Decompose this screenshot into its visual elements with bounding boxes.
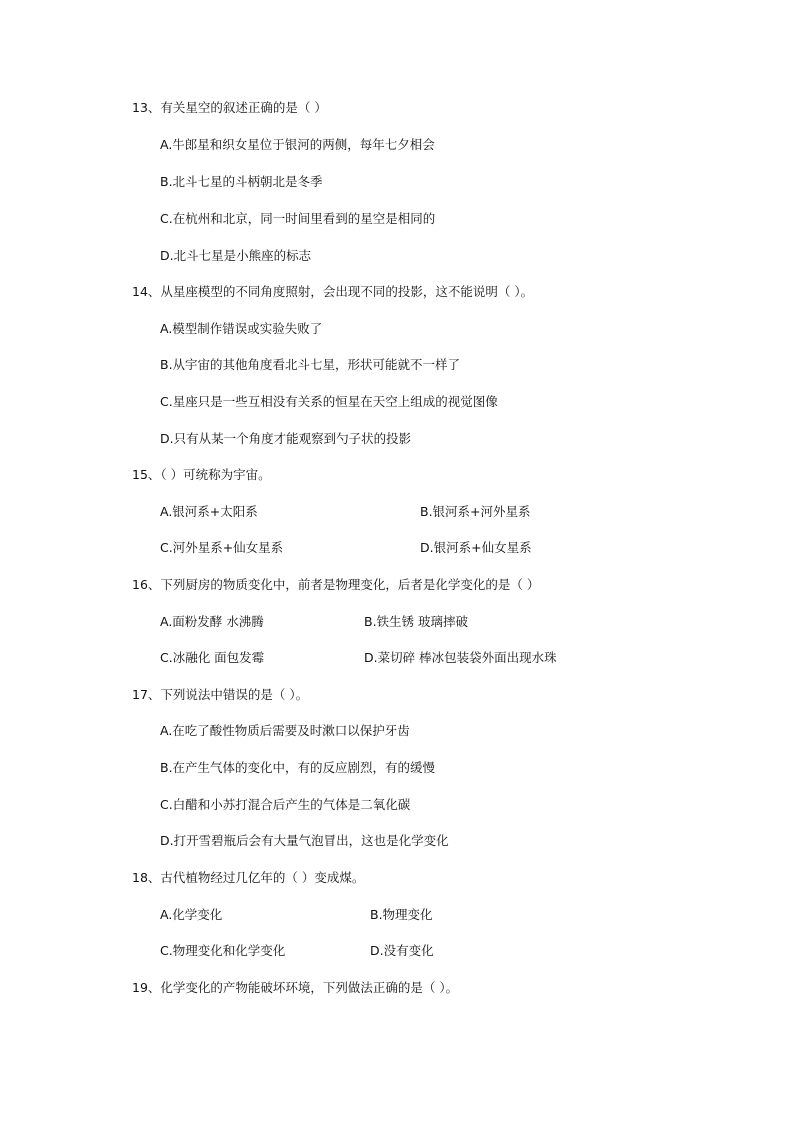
question-18-option-c: C.物理变化和化学变化 bbox=[160, 943, 286, 958]
question-15-stem: 15、（ ）可统称为宇宙。 bbox=[132, 467, 271, 482]
question-18-option-d: D.没有变化 bbox=[370, 943, 434, 958]
question-17-option-d: D.打开雪碧瓶后会有大量气泡冒出，这也是化学变化 bbox=[160, 833, 449, 848]
question-17-stem: 17、下列说法中错误的是（ ）。 bbox=[132, 687, 309, 702]
question-13-option-c: C.在杭州和北京，同一时间里看到的星空是相同的 bbox=[160, 211, 436, 226]
question-14-option-b: B.从宇宙的其他角度看北斗七星，形状可能就不一样了 bbox=[160, 357, 461, 372]
question-17-option-a: A.在吃了酸性物质后需要及时漱口以保护牙齿 bbox=[160, 723, 410, 738]
question-14-option-d: D.只有从某一个角度才能观察到勺子状的投影 bbox=[160, 431, 412, 446]
question-13-option-a: A.牛郎星和织女星位于银河的两侧，每年七夕相会 bbox=[160, 137, 435, 152]
question-16-option-a: A.面粉发酵 水沸腾 bbox=[160, 614, 264, 629]
question-16-option-d: D.菜切碎 棒冰包装袋外面出现水珠 bbox=[364, 650, 557, 665]
question-13-option-d: D.北斗七星是小熊座的标志 bbox=[160, 248, 312, 263]
question-14-option-a: A.模型制作错误或实验失败了 bbox=[160, 321, 323, 336]
question-18-stem: 18、古代植物经过几亿年的（ ）变成煤。 bbox=[132, 870, 365, 885]
question-17-option-b: B.在产生气体的变化中，有的反应剧烈，有的缓慢 bbox=[160, 760, 436, 775]
question-13-option-b: B.北斗七星的斗柄朝北是冬季 bbox=[160, 174, 323, 189]
question-19-stem: 19、化学变化的产物能破坏环境，下列做法正确的是（ ）。 bbox=[132, 980, 459, 995]
question-16-option-c: C.冰融化 面包发霉 bbox=[160, 650, 265, 665]
question-18-option-a: A.化学变化 bbox=[160, 907, 223, 922]
question-14-option-c: C.星座只是一些互相没有关系的恒星在天空上组成的视觉图像 bbox=[160, 394, 498, 409]
question-13-stem: 13、有关星空的叙述正确的是（ ） bbox=[132, 100, 327, 115]
question-15-option-c: C.河外星系+仙女星系 bbox=[160, 540, 284, 555]
question-15-option-b: B.银河系+河外星系 bbox=[420, 504, 531, 519]
question-15-option-d: D.银河系+仙女星系 bbox=[420, 540, 532, 555]
question-18-option-b: B.物理变化 bbox=[370, 907, 433, 922]
question-15-option-a: A.银河系+太阳系 bbox=[160, 504, 258, 519]
question-16-option-b: B.铁生锈 玻璃摔破 bbox=[364, 614, 469, 629]
question-17-option-c: C.白醋和小苏打混合后产生的气体是二氧化碳 bbox=[160, 797, 411, 812]
question-14-stem: 14、从星座模型的不同角度照射，会出现不同的投影，这不能说明（ ）。 bbox=[132, 284, 534, 299]
question-16-stem: 16、下列厨房的物质变化中，前者是物理变化，后者是化学变化的是（ ） bbox=[132, 577, 540, 592]
